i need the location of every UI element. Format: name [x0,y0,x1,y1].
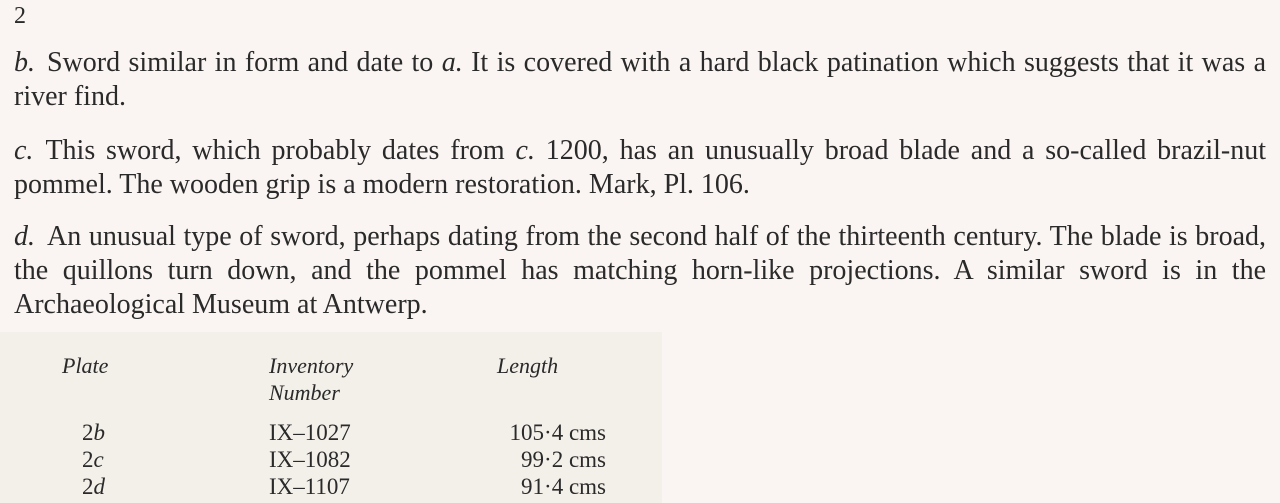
table-row [0,446,662,474]
table-row [0,473,662,501]
inventory-cell: IX–1082 [269,447,351,472]
paragraph-text: Sword similar in form and date to [47,47,442,78]
plate-cell: 2d [82,474,105,499]
column-header-plate: Plate [62,353,109,378]
length-cell: 91·4 cms [521,474,606,499]
header-line: Number [269,380,340,405]
paragraph-c [14,134,1266,202]
paragraph-d [14,220,1266,322]
paragraph-text: It is covered with a hard black patination which suggests that it was a river find. [14,47,1266,112]
header-line: Inventory [269,353,354,378]
inventory-cell: IX–1107 [269,474,350,499]
italic-reference: a. [441,47,463,78]
table-row [0,419,662,447]
length-cell: 105·4 cms [509,420,606,445]
column-header-length: Length [497,353,559,378]
paragraph-letter: c. [14,135,34,166]
paragraph-text: An unusual type of sword, perhaps dating from the second half of the thirteenth century. The blade is broad, the quillons turn down, and the pommel has matching horn-like projections. A similar sword is in the Archaeological Museum at Antwerp. [14,221,1266,320]
length-cell: 99·2 cms [521,447,606,472]
page-number: 2 [14,3,26,29]
paragraph-letter: d. [14,221,35,252]
inventory-cell: IX–1027 [269,420,351,445]
paragraph-text: This sword, which probably dates from [45,135,516,166]
plate-cell: 2c [82,447,104,472]
column-header-inventory [269,352,429,406]
plate-cell: 2b [82,420,105,445]
paragraph-letter: b. [14,47,35,78]
paragraph-b [14,46,1266,114]
italic-circa: c. [515,135,535,166]
paragraph-text: 1200, has an unusually broad blade and a so-called brazil-nut pommel. The wooden grip is a modern restoration. Mark, Pl. 106. [14,135,1267,200]
